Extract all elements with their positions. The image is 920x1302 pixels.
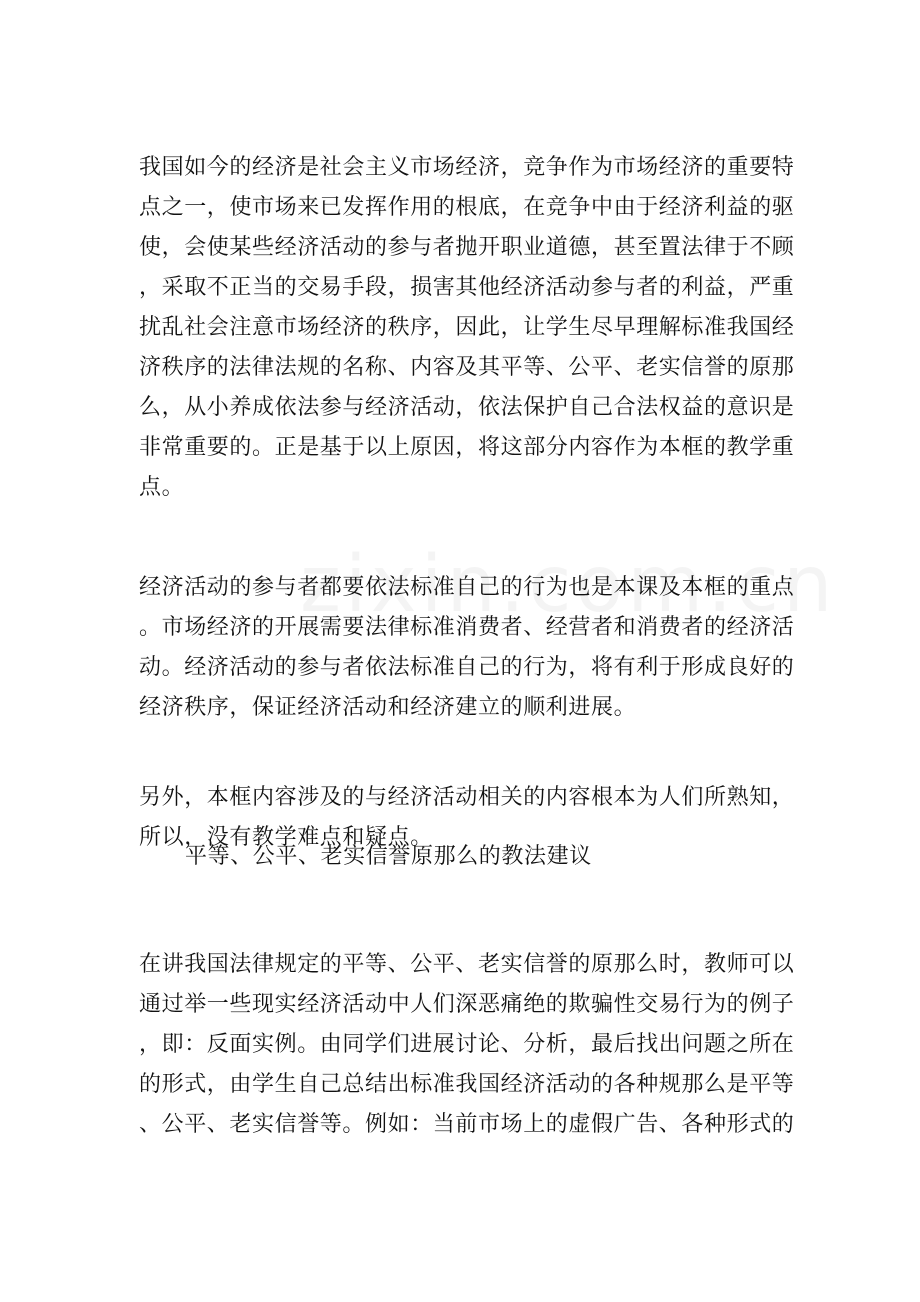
paragraph-1 [139, 148, 795, 508]
text-line: 。市场经济的开展需要法律标准消费者、经营者和消费者的经济活 [139, 615, 795, 640]
text-line: 点之一，使市场来已发挥作用的根底，在竞争中由于经济利益的驱 [139, 195, 795, 220]
text-line: 点。 [139, 475, 185, 500]
text-line: 通过举一些现实经济活动中人们深恶痛绝的欺骗性交易行为的例子 [139, 992, 795, 1017]
text-line: 在讲我国法律规定的平等、公平、老实信誉的原那么时，教师可以 [139, 952, 795, 977]
text-line: 我国如今的经济是社会主义市场经济，竞争作为市场经济的重要特 [139, 155, 795, 180]
text-line: 么，从小养成依法参与经济活动，依法保护自己合法权益的意识是 [139, 395, 795, 420]
text-line: ，即：反面实例。由同学们进展讨论、分析，最后找出问题之所在 [139, 1032, 795, 1057]
text-line: 动。经济活动的参与者依法标准自己的行为，将有利于形成良好的 [139, 655, 795, 680]
heading-text: 平等、公平、老实信誉原那么的教法建议 [185, 844, 592, 869]
section-heading [185, 837, 745, 877]
text-line: 经济活动的参与者都要依法标准自己的行为也是本课及本框的重点 [139, 575, 795, 600]
text-line: 济秩序的法律法规的名称、内容及其平等、公平、老实信誉的原那 [139, 355, 795, 380]
text-line: 、公平、老实信誉等。例如：当前市场上的虚假广告、各种形式的 [139, 1112, 795, 1137]
paragraph-4 [139, 945, 795, 1145]
text-line: ，采取不正当的交易手段，损害其他经济活动参与者的利益，严重 [139, 275, 795, 300]
text-line: 非常重要的。正是基于以上原因，将这部分内容作为本框的教学重 [139, 435, 795, 460]
paragraph-2 [139, 568, 795, 728]
text-line: 扰乱社会注意市场经济的秩序，因此，让学生尽早理解标准我国经 [139, 315, 795, 340]
text-line: 另外，本框内容涉及的与经济活动相关的内容根本为人们所熟知， [139, 785, 795, 810]
text-line: 的形式，由学生自己总结出标准我国经济活动的各种规那么是平等 [139, 1072, 795, 1097]
text-line: 使，会使某些经济活动的参与者抛开职业道德，甚至置法律于不顾 [139, 235, 795, 260]
text-line: 所以，没有教学难点和疑点。 [139, 825, 433, 850]
text-line: 经济秩序，保证经济活动和经济建立的顺利进展。 [139, 695, 637, 720]
